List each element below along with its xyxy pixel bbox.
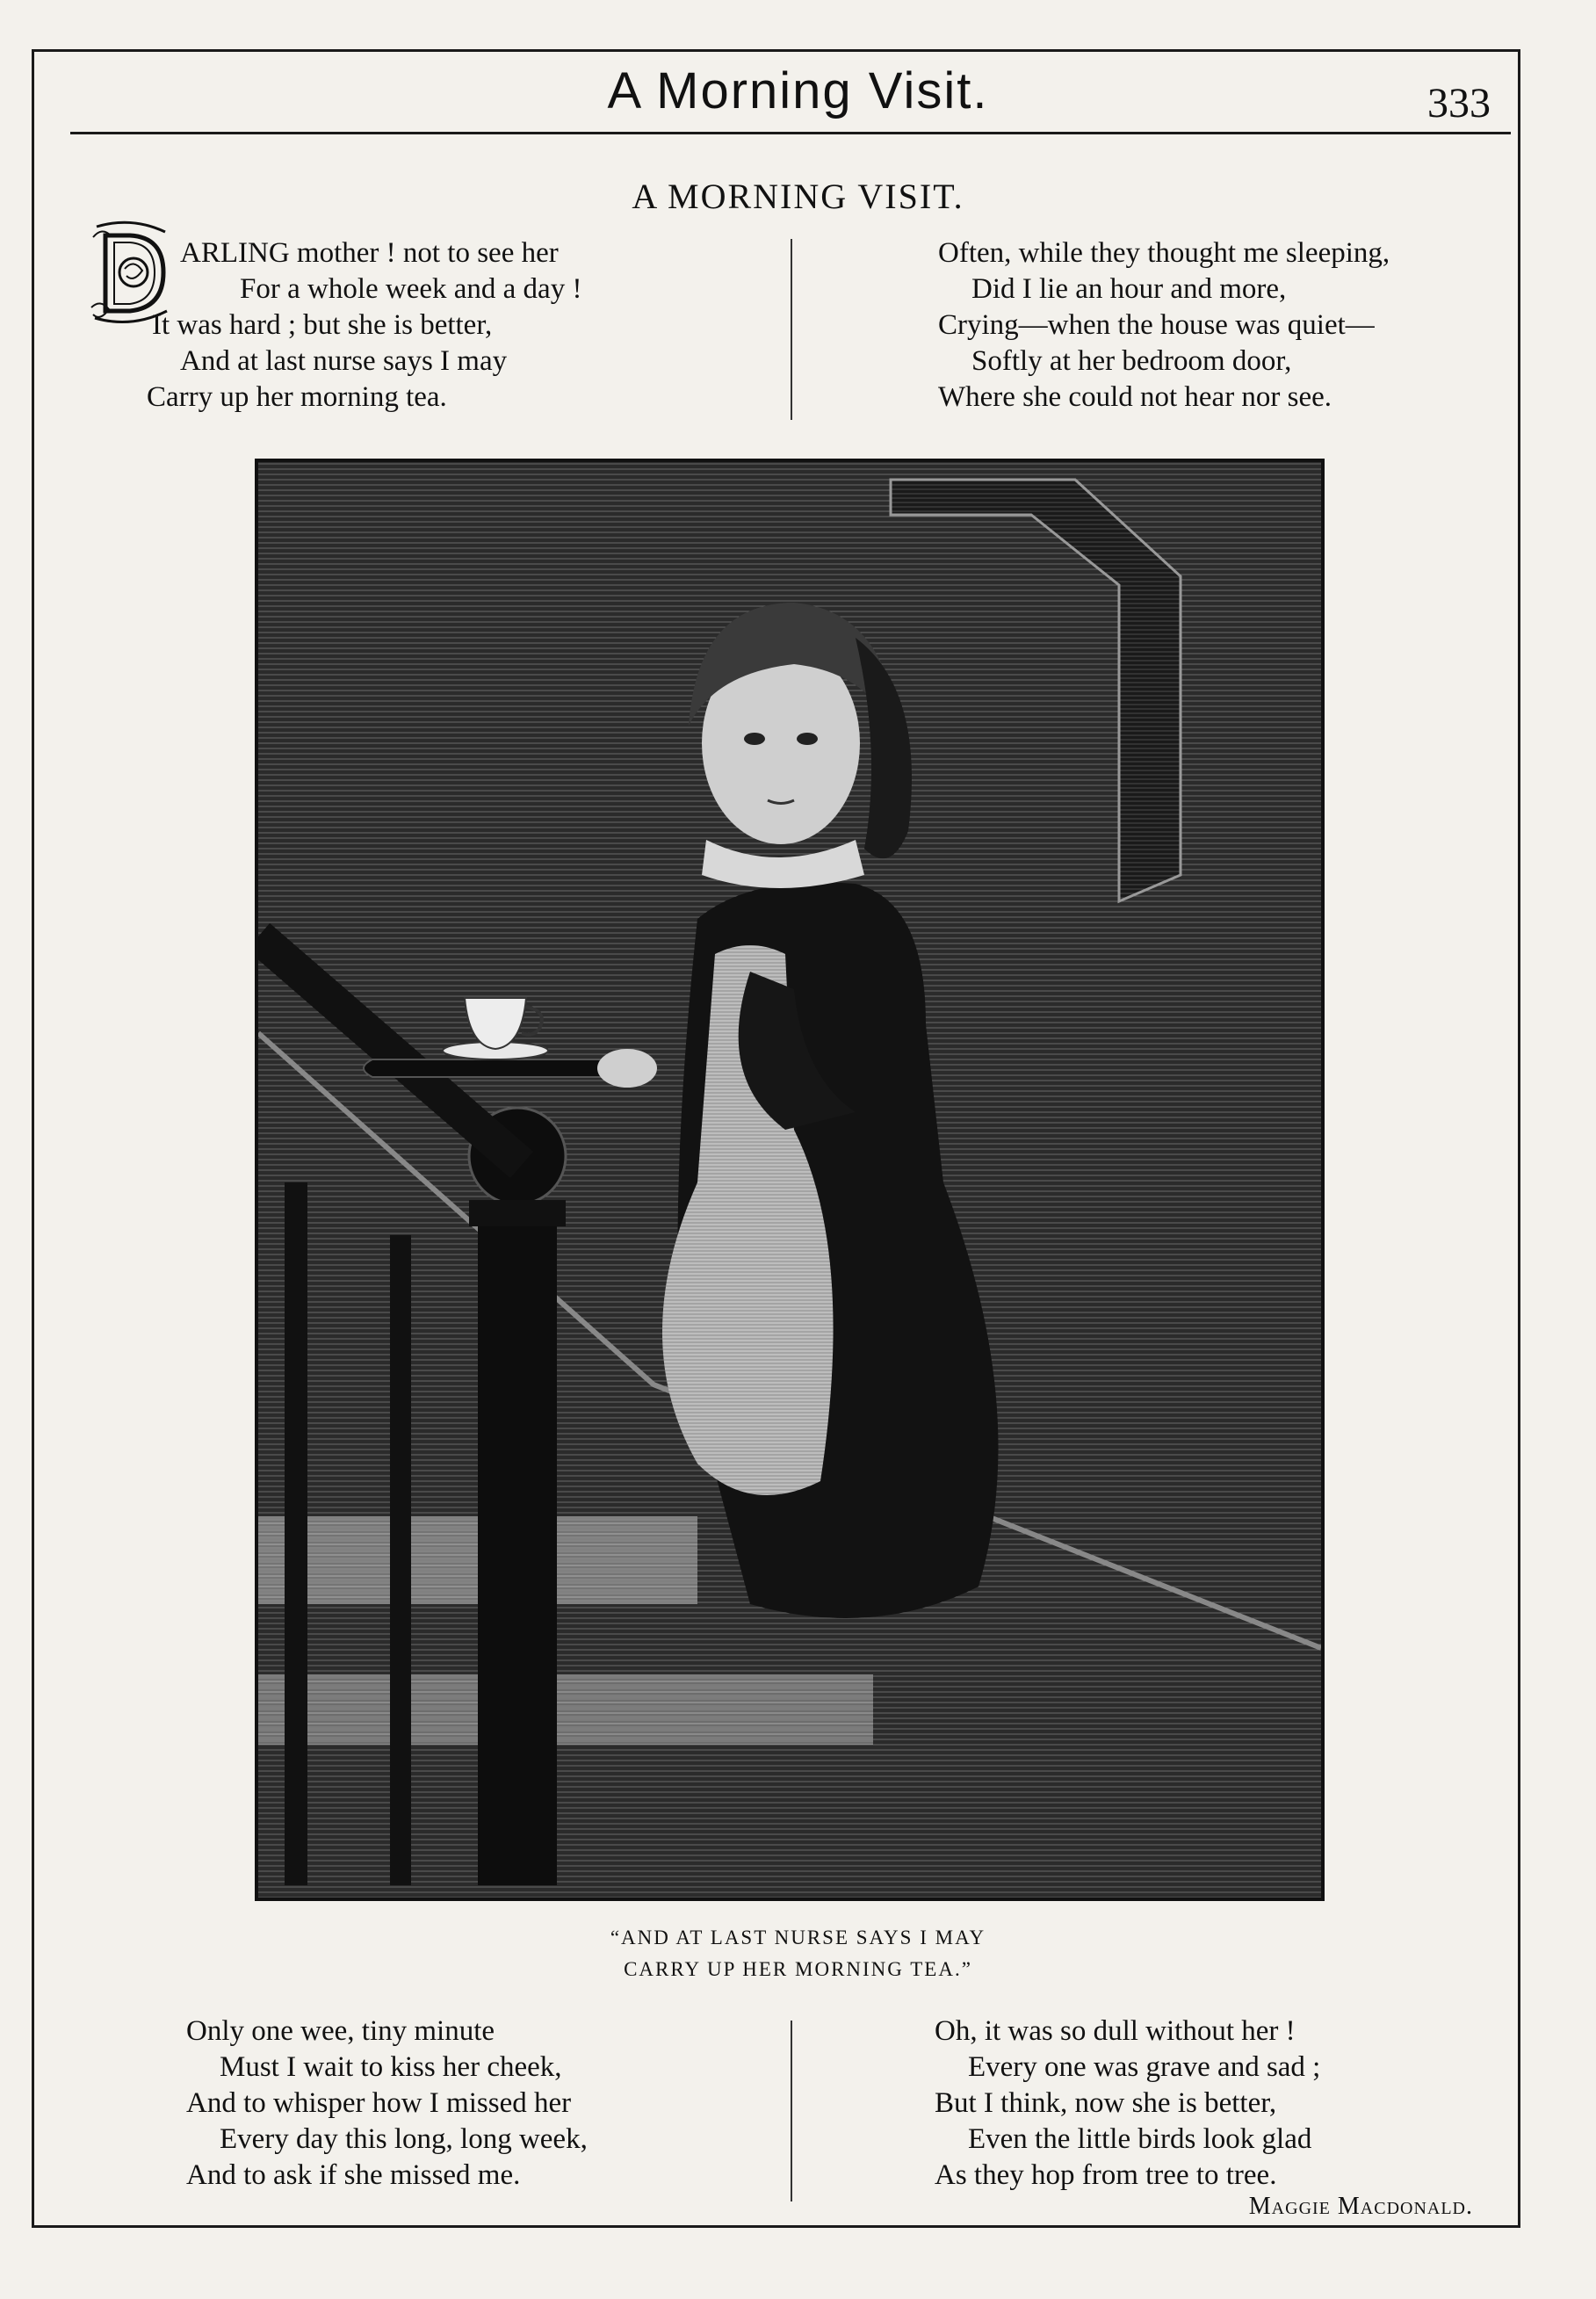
caption-line: CARRY UP HER MORNING TEA.” [624, 1958, 972, 1980]
stanza-4 [935, 2013, 1320, 2194]
poem-line: As they hop from tree to tree. [935, 2159, 1277, 2191]
illustration [255, 459, 1325, 1901]
poem-line: And to whisper how I missed her [186, 2087, 572, 2119]
column-rule [791, 2021, 792, 2201]
stanza-3 [186, 2013, 588, 2194]
page-number: 333 [1427, 80, 1491, 127]
poem-line: Carry up her morning tea. [147, 381, 447, 413]
poem-line: For a whole week and a day ! [240, 273, 582, 305]
poem-line: Often, while they thought me sleeping, [938, 237, 1390, 269]
poem-line: Only one wee, tiny minute [186, 2015, 495, 2047]
poem-line: Did I lie an hour and more, [971, 273, 1287, 305]
running-title: A Morning Visit. [607, 62, 989, 119]
caption-line: “AND AT LAST NURSE SAYS I MAY [610, 1927, 986, 1948]
poem-line: And to ask if she missed me. [186, 2159, 521, 2191]
poem-line: Where she could not hear nor see. [938, 381, 1332, 413]
poem-line: Every one was grave and sad ; [968, 2051, 1321, 2083]
poem-line: Every day this long, long week, [220, 2123, 588, 2155]
stanza-1 [147, 235, 582, 416]
illustration-caption [0, 1922, 1596, 1985]
poem-line: Crying—when the house was quiet— [938, 309, 1375, 341]
author-signature: Maggie Macdonald. [1248, 2193, 1473, 2220]
column-rule [791, 239, 792, 420]
poem-line: And at last nurse says I may [180, 345, 508, 377]
poem-line: Must I wait to kiss her cheek, [220, 2051, 562, 2083]
poem-line: Oh, it was so dull without her ! [935, 2015, 1296, 2047]
engraving-image [258, 462, 1321, 1898]
poem-line: Softly at her bedroom door, [971, 345, 1292, 377]
header-rule [70, 132, 1511, 134]
poem-line: ARLING mother ! not to see her [180, 237, 559, 269]
poem-line: Even the little birds look glad [968, 2123, 1312, 2155]
poem-title: A MORNING VISIT. [632, 177, 964, 216]
poem-line: But I think, now she is better, [935, 2087, 1277, 2119]
stanza-2 [938, 235, 1390, 416]
poem-line: It was hard ; but she is better, [152, 309, 493, 341]
